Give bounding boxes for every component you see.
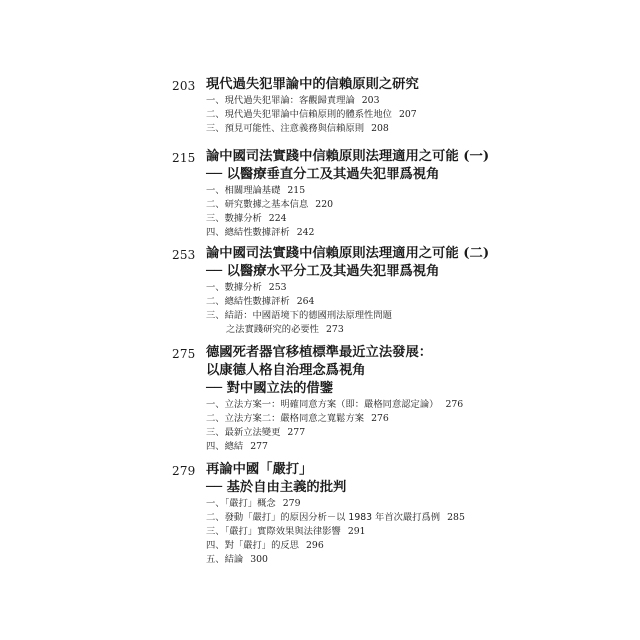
section-list xyxy=(206,398,506,454)
section-entry xyxy=(206,525,506,539)
chapter-title-line: 論中國司法實踐中信賴原則法理適用之可能 (二) xyxy=(206,246,490,261)
section-page-number: 215 xyxy=(287,185,306,196)
section-page-number: 296 xyxy=(305,540,324,552)
section-page-number: 242 xyxy=(296,227,315,239)
chapter-title-line: 論中國司法實踐中信賴原則法理適用之可能 (一) xyxy=(206,149,490,164)
section-list xyxy=(206,497,506,567)
section-label: 四、對「嚴打」的反思 xyxy=(206,540,299,552)
section-entry-continuation xyxy=(206,323,506,337)
section-label: 三、結語：中國語境下的德國刑法原理性問題 xyxy=(206,310,392,322)
section-label: 二、總結性數據評析 xyxy=(206,296,290,308)
section-entry xyxy=(206,398,506,412)
section-label: 二、發動「嚴打」的原因分析－以 1983 年首次嚴打爲例 xyxy=(206,512,441,524)
section-page-number: 279 xyxy=(282,498,301,509)
chapter-subtitle-line: ── 以醫療垂直分工及其過失犯罪爲視角 xyxy=(206,167,440,182)
section-entry xyxy=(206,94,506,108)
section-list xyxy=(206,184,506,240)
section-page-number: 277 xyxy=(250,441,268,453)
section-page-number: 291 xyxy=(347,526,366,538)
section-label: 三、最新立法變更 xyxy=(206,427,281,439)
section-label: 五、結論 xyxy=(206,554,244,566)
section-label: 二、現代過失犯罪論中信賴原則的體系性地位 xyxy=(206,109,392,121)
section-page-number: 220 xyxy=(315,199,334,211)
chapter-title xyxy=(206,245,506,281)
section-entry xyxy=(206,511,506,525)
section-page-number: 207 xyxy=(398,109,417,121)
chapter-subtitle-line: ── 以醫療水平分工及其過失犯罪爲視角 xyxy=(206,264,440,279)
section-page-number: 277 xyxy=(287,427,306,439)
section-entry xyxy=(206,212,506,226)
section-label: 四、總結性數據評析 xyxy=(206,227,290,239)
section-label: 一、立法方案一：明確同意方案（即：嚴格同意認定論） xyxy=(206,399,439,410)
section-entry xyxy=(206,412,506,426)
section-label: 一、數據分析 xyxy=(206,282,262,293)
chapter-title xyxy=(206,148,506,184)
section-label: 之法實踐研究的必要性 xyxy=(226,324,319,336)
chapter-title-line: 以康德人格自治理念爲視角 xyxy=(206,363,366,378)
section-list xyxy=(206,281,506,337)
section-entry xyxy=(206,226,506,240)
section-label: 一、「嚴打」概念 xyxy=(206,498,276,509)
section-entry xyxy=(206,440,506,454)
section-entry xyxy=(206,295,506,309)
chapter-title xyxy=(206,461,506,497)
section-entry xyxy=(206,184,506,198)
section-page-number: 276 xyxy=(445,399,464,410)
section-entry xyxy=(206,198,506,212)
section-page-number: 264 xyxy=(296,296,315,308)
section-label: 三、「嚴打」實際效果與法律影響 xyxy=(206,526,341,538)
section-label: 三、預見可能性、注意義務與信賴原則 xyxy=(206,123,365,135)
section-label: 二、研究數據之基本信息 xyxy=(206,199,309,211)
section-page-number: 300 xyxy=(250,554,268,566)
chapter-title-line: 現代過失犯罪論中的信賴原則之研究 xyxy=(206,77,419,92)
section-label: 一、現代過失犯罪論：客觀歸責理論 xyxy=(206,95,355,106)
chapter-page-number: 275 xyxy=(172,347,196,361)
section-page-number: 253 xyxy=(268,282,287,293)
section-entry xyxy=(206,108,506,122)
chapter-page-number: 215 xyxy=(172,151,196,165)
chapter-title xyxy=(206,344,506,398)
chapter-title-line: 德國死者器官移植標準最近立法發展： xyxy=(206,345,433,360)
section-label: 三、數據分析 xyxy=(206,213,262,225)
section-entry xyxy=(206,281,506,295)
chapter-title xyxy=(206,76,506,94)
section-entry xyxy=(206,539,506,553)
section-label: 四、總結 xyxy=(206,441,244,453)
chapter-title-line: 再論中國「嚴打」 xyxy=(206,462,313,477)
chapter-page-number: 203 xyxy=(172,79,196,93)
section-entry xyxy=(206,497,506,511)
chapter-subtitle-line: ── 基於自由主義的批判 xyxy=(206,480,347,495)
section-entry xyxy=(206,309,506,323)
section-label: 一、相關理論基礎 xyxy=(206,185,281,196)
section-page-number: 224 xyxy=(268,213,287,225)
section-entry xyxy=(206,122,506,136)
chapter-page-number: 253 xyxy=(172,248,196,262)
section-page-number: 273 xyxy=(325,324,344,336)
section-page-number: 208 xyxy=(371,123,389,135)
chapter-page-number: 279 xyxy=(172,464,196,478)
section-list xyxy=(206,94,506,136)
chapter-subtitle-line: ── 對中國立法的借鑒 xyxy=(206,381,334,396)
section-label: 二、立法方案二：嚴格同意之寬鬆方案 xyxy=(206,413,365,425)
section-entry xyxy=(206,553,506,567)
section-page-number: 203 xyxy=(361,95,380,106)
section-entry xyxy=(206,426,506,440)
section-page-number: 276 xyxy=(371,413,389,425)
section-page-number: 285 xyxy=(447,512,465,524)
